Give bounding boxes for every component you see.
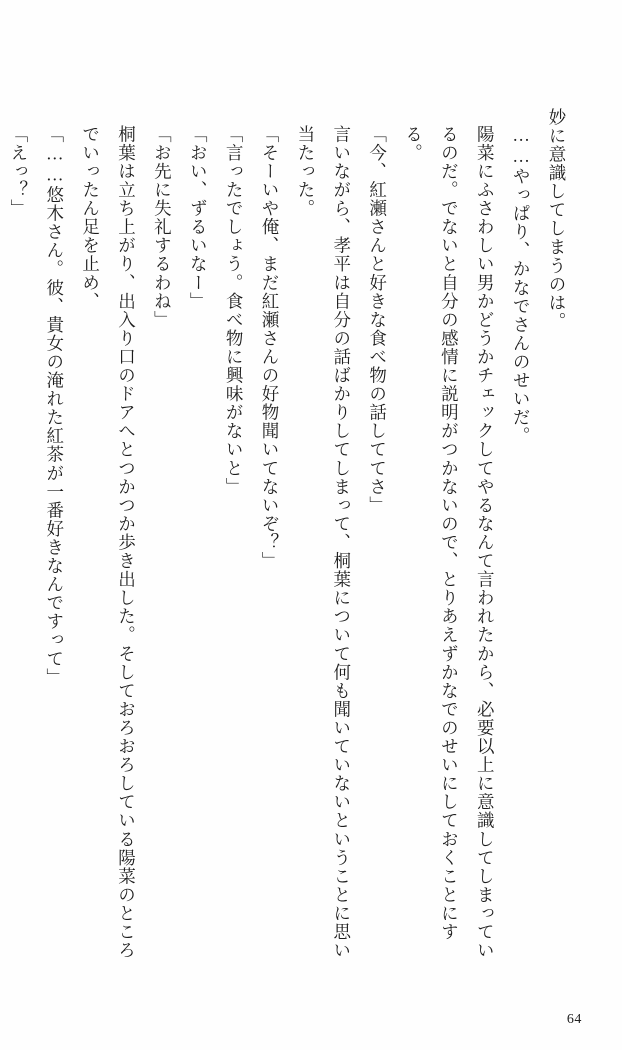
paragraph: ……やっぱり、かなでさんのせいだ。 [511,125,532,446]
paragraph: 「お先に失礼するわね」 [152,125,173,330]
paragraph: 「言ったでしょう。食べ物に興味がないと」 [224,125,245,496]
paragraph: 妙に意識してしまうのは。 [547,108,567,331]
paragraph: 陽菜にふさわしい男かどうかチェックしてやるなんて言われたから、必要以上に意識してしまっているのだ。でないと自分の感情に説明がつかないので、とりあえずかなでのせいにしておくことにする。 [403,125,496,960]
paragraph: 「今、紅瀬さんと好きな食べ物の話しててさ」 [367,125,388,515]
paragraph: 「えっ？」 [8,125,29,218]
paragraph: 「おい、ずるいなー」 [188,125,209,311]
paragraph: 「そーいや俺、まだ紅瀬さんの好物聞いてないぞ？」 [260,125,280,571]
page-number: 64 [566,1012,582,1027]
vertical-text-body [8,108,574,968]
paragraph: 言いながら、孝平は自分の話ばかりしてしまって、桐葉について何も聞いていないということに思い当たった。 [295,125,352,960]
paragraph: 「……悠木さん。彼、貴女の淹れた紅茶が一番好きなんですって」 [44,125,65,687]
paragraph: 桐葉は立ち上がり、出入り口のドアへとつかつか歩き出した。そしておろおろしている陽菜のところでいったん足を止め、 [80,125,137,960]
